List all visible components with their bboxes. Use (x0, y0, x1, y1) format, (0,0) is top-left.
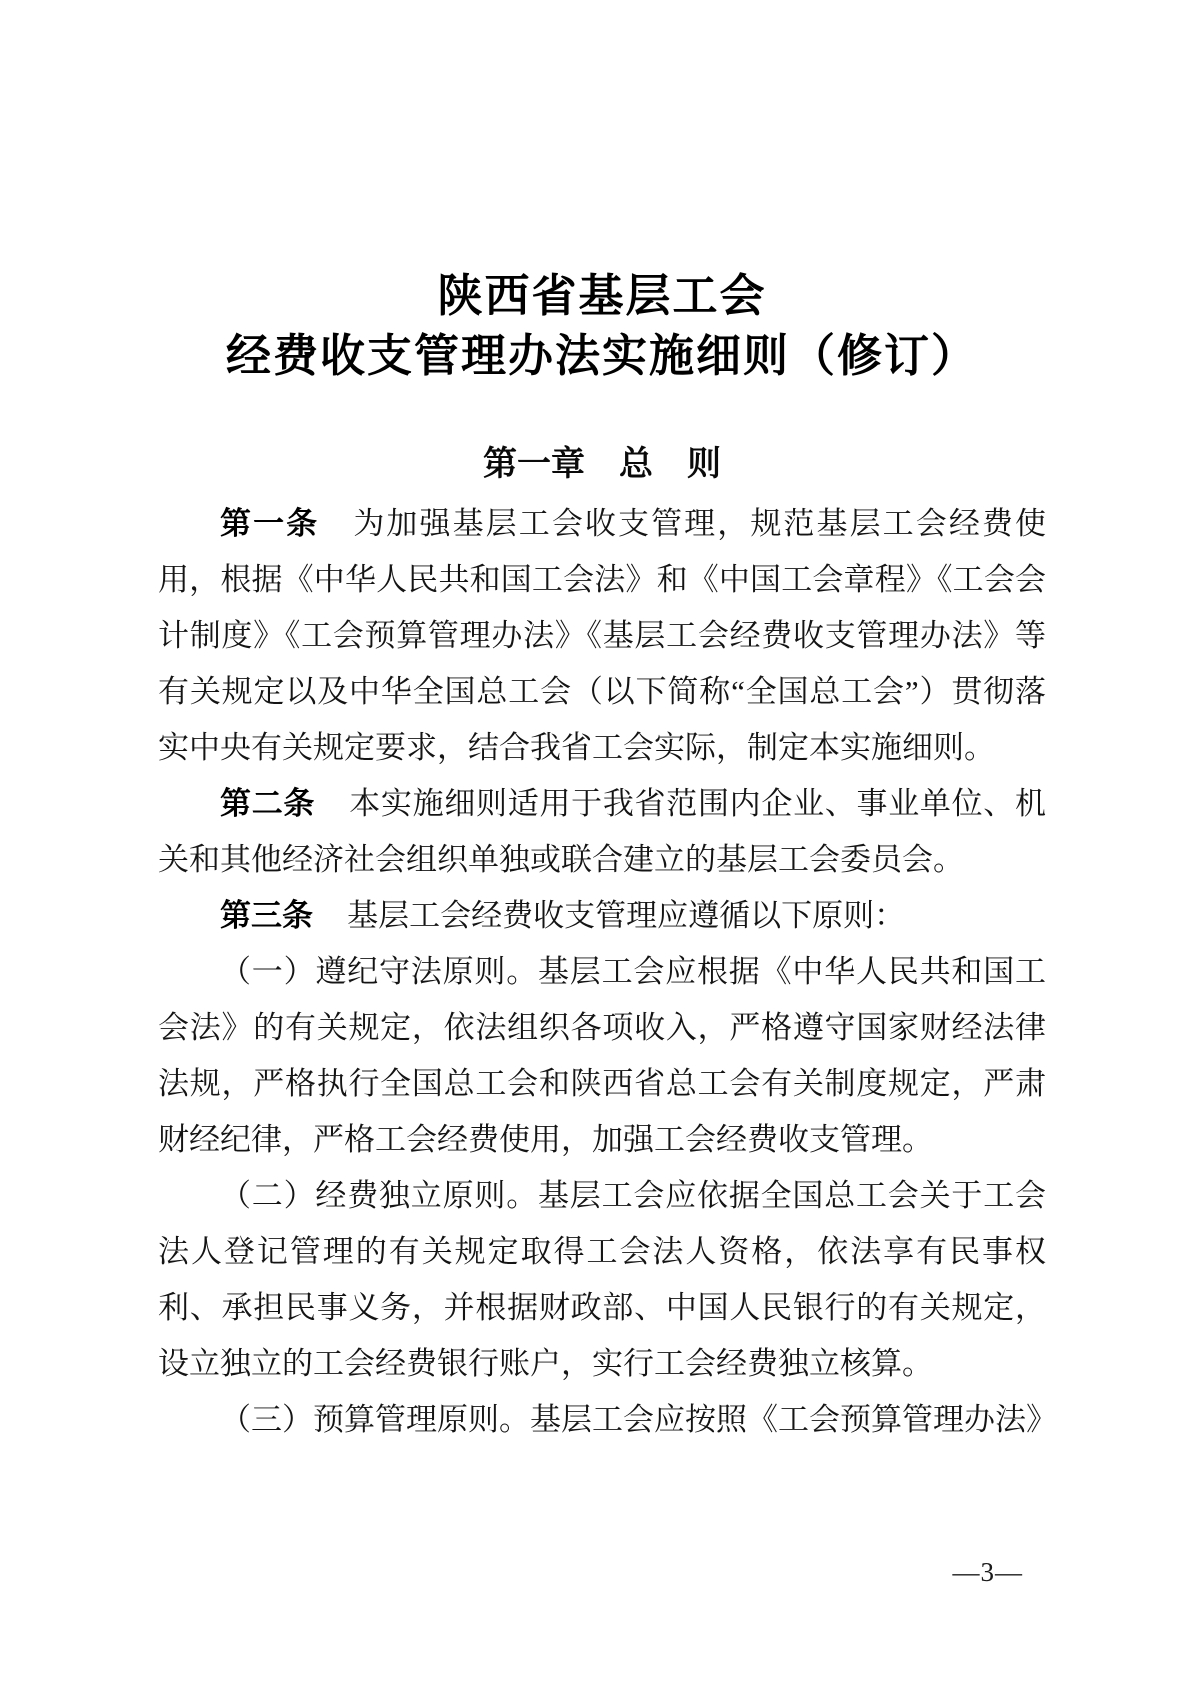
chapter-heading: 第一章 总 则 (483, 445, 721, 483)
principle-text-2: （二）经费独立原则。基层工会应依据全国总工会关于工会法人登记管理的有关规定取得工会法人资格，依法享有民事权利、承担民事义务，并根据财政部、中国人民银行的有关规定，设立独立的工会经费银行账户，实行工会经费独立核算。 (158, 1178, 1046, 1381)
principle-text-1: （一）遵纪守法原则。基层工会应根据《中华人民共和国工会法》的有关规定，依法组织各项收入，严格遵守国家财经法律法规，严格执行全国总工会和陕西省总工会有关制度规定，严肃财经纪律，严格工会经费使用，加强工会经费收支管理。 (158, 954, 1046, 1157)
principle-paragraph-1 (158, 944, 1046, 1168)
article-number-2: 第二条 (220, 786, 316, 821)
principle-paragraph-3 (158, 1392, 1057, 1448)
article-number-3: 第三条 (220, 898, 313, 933)
article-text-3: 基层工会经费收支管理应遵循以下原则： (347, 898, 906, 933)
article-paragraph-3 (158, 888, 1046, 944)
principle-text-3: （三）预算管理原则。基层工会应按照《工会预算管理办法》 (220, 1402, 1057, 1437)
document-content (158, 0, 1057, 1448)
principle-paragraph-2 (158, 1168, 1046, 1392)
document-body (158, 496, 1057, 1448)
article-text-1: 为加强基层工会收支管理，规范基层工会经费使用，根据《中华人民共和国工会法》和《中国工会章程》《工会会计制度》《工会预算管理办法》《基层工会经费收支管理办法》等有关规定以及中华全国总工会（以下简称“全国总工会”）贯彻落实中央有关规定要求，结合我省工会实际，制定本实施细则。 (158, 506, 1047, 765)
title-line-1: 陕西省基层工会 (437, 271, 767, 321)
article-paragraph-1 (158, 496, 1046, 776)
article-paragraph-2 (158, 776, 1046, 888)
page-number: —3— (952, 1557, 1023, 1587)
article-number-1: 第一条 (220, 506, 320, 541)
title-line-2: 经费收支管理办法实施细则（修订） (225, 331, 978, 381)
article-text-2: 本实施细则适用于我省范围内企业、事业单位、机关和其他经济社会组织单独或联合建立的基层工会委员会。 (158, 786, 1047, 877)
document-title (158, 0, 1046, 386)
